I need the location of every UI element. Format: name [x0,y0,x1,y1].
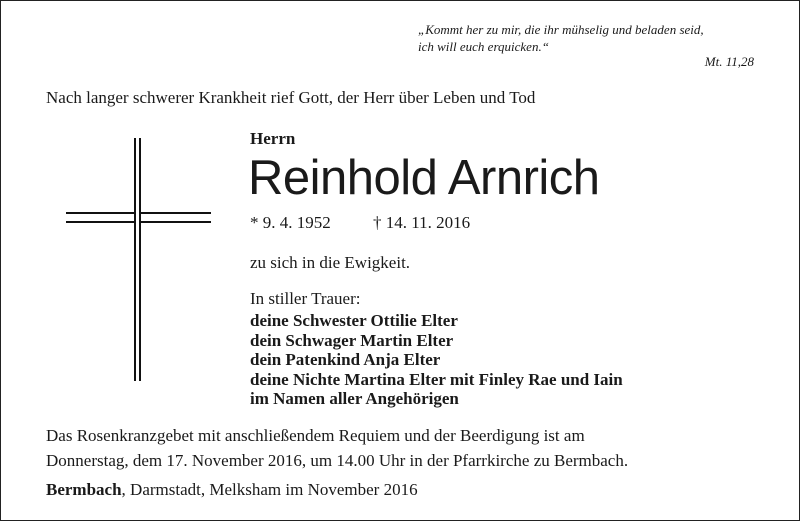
quote-line-2: ich will euch erquicken.“ [418,39,549,54]
deceased-title: Herrn [250,129,296,148]
place-town: Bermbach [46,480,122,499]
list-item: dein Patenkind Anja Elter [250,350,441,369]
service-line-2: Donnerstag, dem 17. November 2016, um 14.00 Uhr in der Pfarrkirche zu Bermbach. [46,451,629,470]
bible-quote [418,21,758,55]
service-announcement [46,423,766,473]
intro-text: Nach langer schwerer Krankheit rief Gott, der Herr über Leben und Tod [46,88,536,107]
deceased-name: Reinhold Arnrich [248,151,600,205]
quote-reference: Mt. 11,28 [704,54,754,69]
place-and-date [46,480,418,500]
list-item: deine Nichte Martina Elter mit Finley Rae und Iain [250,369,623,389]
eternity-text: zu sich in die Ewigkeit. [250,253,411,272]
service-line-1: Das Rosenkranzgebet mit anschließendem Requiem und der Beerdigung ist am [46,426,585,445]
quote-line-1: „Kommt her zu mir, die ihr mühselig und beladen seid, [418,22,704,37]
cross-vertical-bar [134,138,141,381]
birth-date: * 9. 4. 1952 [250,213,331,232]
list-item: dein Schwager Martin Elter [250,330,454,350]
mourning-label: In stiller Trauer: [250,289,361,308]
list-item: deine Schwester Ottilie Elter [250,311,458,330]
place-rest: , Darmstadt, Melksham im November 2016 [121,480,418,499]
cross-center-gap [136,212,139,223]
death-date: † 14. 11. 2016 [373,213,471,232]
list-item: im Namen aller Angehörigen [250,389,459,408]
mourners-list [250,311,623,409]
